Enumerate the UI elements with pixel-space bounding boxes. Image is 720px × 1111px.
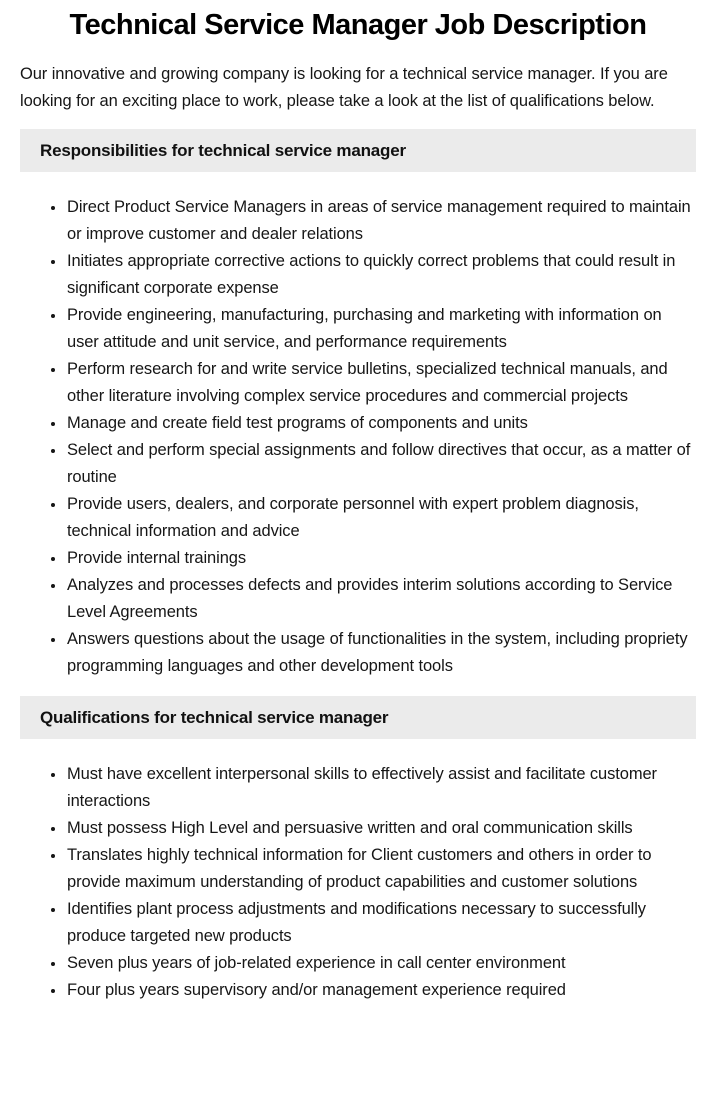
list-item: • Provide engineering, manufacturing, purchasing and marketing with information on user attitude and unit service, and performance requirements [66, 302, 696, 356]
list-item: • Direct Product Service Managers in areas of service management required to maintain or improve customer and dealer relations [66, 194, 696, 248]
qualifications-list [20, 761, 696, 1004]
responsibilities-section [20, 129, 696, 680]
list-item: • Translates highly technical information for Client customers and others in order to provide maximum understanding of product capabilities and customer solutions [66, 842, 696, 896]
list-item: • Initiates appropriate corrective actions to quickly correct problems that could result in significant corporate expense [66, 248, 696, 302]
list-item: • Identifies plant process adjustments and modifications necessary to successfully produce targeted new products [66, 896, 696, 950]
list-item: • Analyzes and processes defects and provides interim solutions according to Service Level Agreements [66, 572, 696, 626]
list-item: • Four plus years supervisory and/or management experience required [66, 977, 696, 1004]
list-item: • Perform research for and write service bulletins, specialized technical manuals, and other literature involving complex service procedures and commercial projects [66, 356, 696, 410]
responsibilities-list [20, 194, 696, 680]
list-item: • Must possess High Level and persuasive written and oral communication skills [66, 815, 696, 842]
list-item: • Provide users, dealers, and corporate personnel with expert problem diagnosis, technical information and advice [66, 491, 696, 545]
list-item: • Manage and create field test programs of components and units [66, 410, 696, 437]
list-item: • Must have excellent interpersonal skills to effectively assist and facilitate customer interactions [66, 761, 696, 815]
responsibilities-heading: Responsibilities for technical service manager [20, 129, 696, 172]
list-item: • Answers questions about the usage of functionalities in the system, including propriety programming languages and other development tools [66, 626, 696, 680]
page-title: Technical Service Manager Job Description [69, 9, 647, 41]
qualifications-heading: Qualifications for technical service manager [20, 696, 696, 739]
list-item: • Provide internal trainings [66, 545, 696, 572]
list-item: • Seven plus years of job-related experience in call center environment [66, 950, 696, 977]
list-item: • Select and perform special assignments and follow directives that occur, as a matter of routine [66, 437, 696, 491]
intro-paragraph: Our innovative and growing company is looking for a technical service manager. If you are looking for an exciting place to work, please take a look at the list of qualifications below. [20, 65, 668, 110]
qualifications-section [20, 696, 696, 1004]
